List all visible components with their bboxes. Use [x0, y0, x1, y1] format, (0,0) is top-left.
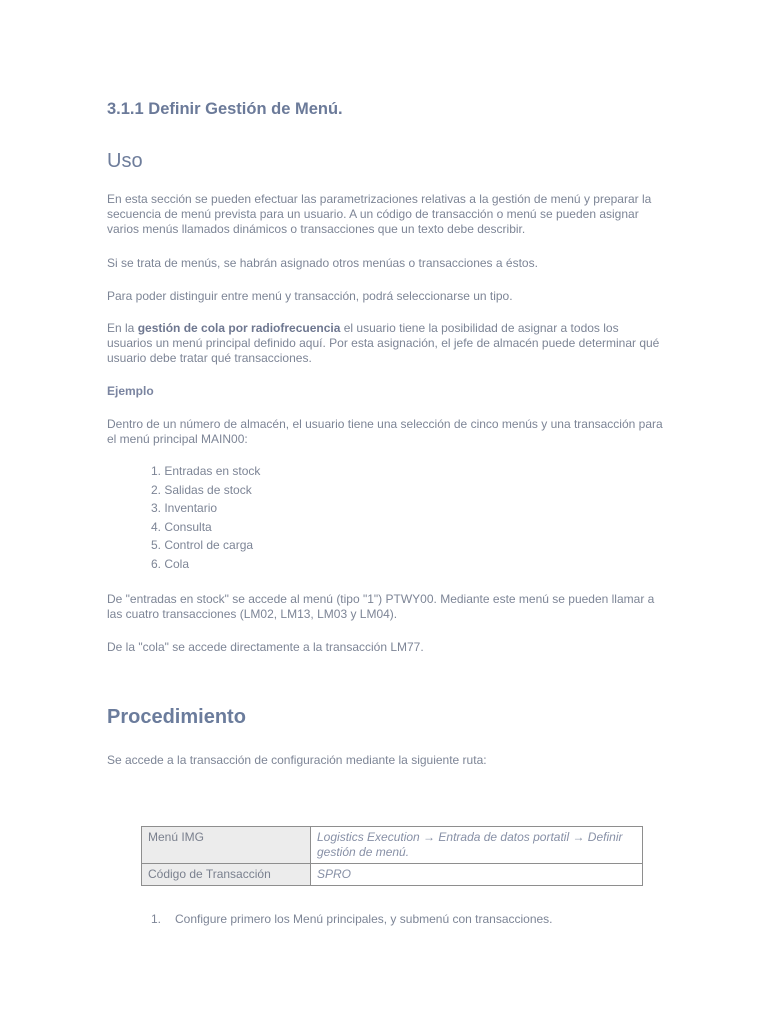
uso-paragraph-3: Para poder distinguir entre menú y transacción, podrá seleccionarse un tipo. [107, 289, 513, 303]
table-cell-label: Código de Transacción [142, 864, 311, 886]
p4-suffix: el usuario tiene la posibilidad de asignar a todos los usuarios un menú principal definido aquí. Por esta asignación, el jefe de almacén puede determinar qué usuario debe tratar qué transacciones. [107, 321, 660, 365]
uso-paragraph-1: En esta sección se pueden efectuar las parametrizaciones relativas a la gestión de menú y preparar la secuencia de menú prevista para un usuario. A un código de transacción o menú se pueden asignar varios menús llamados dinámicos o transacciones que un texto debe describir. [107, 192, 652, 236]
p4-bold-term: gestión de cola por radiofrecuencia [137, 321, 341, 335]
uso-paragraph-6: De "entradas en stock" se accede al menú (tipo "1") PTWY00. Mediante este menú se pueden llamar a las cuatro transacciones (LM02, LM13, LM03 y LM04). [107, 592, 655, 621]
uso-title: Uso [107, 150, 143, 172]
list-item: 1. Entradas en stock [151, 464, 261, 478]
list-item: 3. Inventario [151, 501, 218, 516]
list-item: 2. Salidas de stock [151, 482, 252, 497]
menu-list [151, 464, 260, 576]
list-item: 5. Control de carga [151, 538, 254, 553]
table-cell-label: Menú IMG [142, 827, 311, 864]
config-table [141, 826, 643, 886]
table-row [142, 864, 643, 886]
list-item: 6. Cola [151, 556, 190, 571]
table-cell-value: Logistics Execution → Entrada de datos portatil → Definir gestión de menú. [311, 827, 643, 864]
list-item: 4. Consulta [151, 519, 212, 534]
procedimiento-paragraph: Se accede a la transacción de configuración mediante la siguiente ruta: [107, 753, 487, 767]
step-number: 1. [151, 912, 162, 926]
uso-paragraph-5: Dentro de un número de almacén, el usuario tiene una selección de cinco menús y una transacción para el menú principal MAIN00: [107, 417, 663, 446]
section-heading: 3.1.1 Definir Gestión de Menú. [107, 100, 343, 118]
uso-paragraph-2: Si se trata de menús, se habrán asignado otros menúas o transacciones a éstos. [107, 256, 538, 270]
ejemplo-label: Ejemplo [107, 384, 154, 398]
procedimiento-title: Procedimiento [107, 706, 246, 728]
uso-paragraph-4 [107, 321, 667, 366]
uso-paragraph-7: De la "cola" se accede directamente a la transacción LM77. [107, 640, 424, 654]
p4-prefix: En la [107, 321, 138, 335]
table-row [142, 827, 643, 864]
step-item [151, 912, 553, 926]
table-cell-value: SPRO [311, 864, 643, 886]
step-text: Configure primero los Menú principales, y submenú con transacciones. [175, 912, 553, 926]
